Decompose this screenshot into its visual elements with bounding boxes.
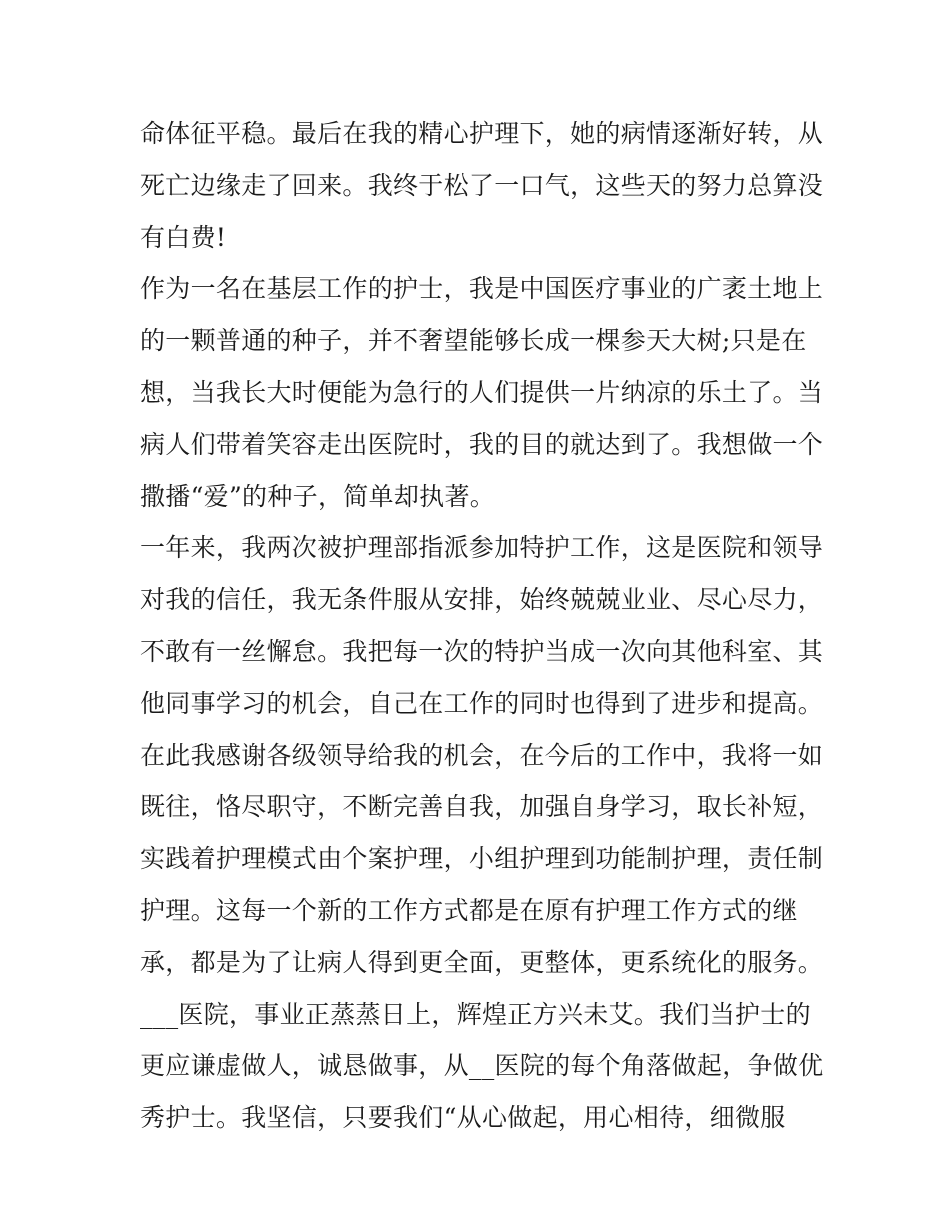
text-line: 死亡边缘走了回来。我终于松了一口气，这些天的努力总算没 <box>140 170 824 200</box>
text-line: 病人们带着笑容走出医院时，我的目的就达到了。我想做一个 <box>140 429 824 459</box>
text-line: 命体征平稳。最后在我的精心护理下，她的病情逐渐好转，从 <box>140 119 824 148</box>
text-line: 想，当我长大时便能为急行的人们提供一片纳凉的乐土了。当 <box>140 377 824 407</box>
text-line: 既往，恪尽职守，不断完善自我，加强自身学习，取长补短， <box>140 792 824 822</box>
text-line: 作为一名在基层工作的护士，我是中国医疗事业的广袤土地上 <box>140 274 824 304</box>
text-line: 他同事学习的机会，自己在工作的同时也得到了进步和提高。 <box>140 688 824 718</box>
text-line: 承，都是为了让病人得到更全面，更整体，更系统化的服务。 <box>140 947 824 977</box>
text-line: 撒播“爱”的种子，简单却执著。 <box>140 481 496 511</box>
text-line: 在此我感谢各级领导给我的机会，在今后的工作中，我将一如 <box>140 740 824 770</box>
text-line: 对我的信任，我无条件服从安排，始终兢兢业业、尽心尽力， <box>140 585 824 615</box>
text-line: 护理。这每一个新的工作方式都是在原有护理工作方式的继 <box>140 895 798 925</box>
text-line: 的一颗普通的种子，并不奢望能够长成一棵参天大树;只是在 <box>140 326 807 356</box>
text-line: 一年来，我两次被护理部指派参加特护工作，这是医院和领导 <box>140 533 824 563</box>
document-body <box>140 108 830 1144</box>
text-line: 不敢有一丝懈怠。我把每一次的特护当成一次向其他科室、其 <box>140 636 824 666</box>
text-line: 有白费! <box>140 222 227 252</box>
text-line: 更应谦虚做人，诚恳做事，从__医院的每个角落做起，争做优 <box>140 1051 824 1081</box>
text-line: 秀护士。我坚信，只要我们“从心做起，用心相待，细微服 <box>140 1103 786 1133</box>
text-line: 实践着护理模式由个案护理，小组护理到功能制护理，责任制 <box>140 844 824 874</box>
text-line: ___医院，事业正蒸蒸日上，辉煌正方兴未艾。我们当护士的 <box>140 999 811 1029</box>
